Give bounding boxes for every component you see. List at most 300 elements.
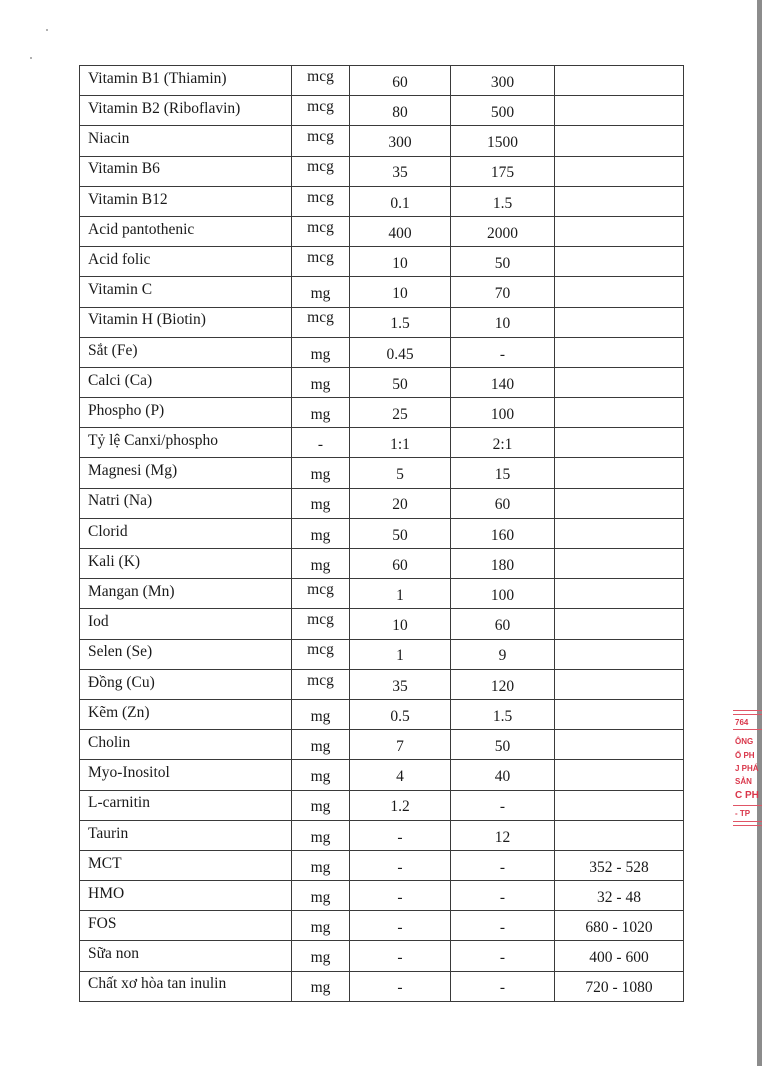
min-value-text: 0.45 <box>386 345 414 363</box>
max-value-text: 50 <box>494 254 511 272</box>
content-range-cell <box>555 126 684 156</box>
page-edge-shadow <box>757 0 762 1066</box>
max-value-text: - <box>499 798 506 816</box>
nutrient-name-text: Clorid <box>88 522 128 540</box>
min-value-text: - <box>397 888 403 906</box>
min-value-text: 20 <box>392 496 408 514</box>
nutrient-name-cell <box>80 398 292 428</box>
max-value-text: 140 <box>490 375 515 393</box>
max-value-cell <box>451 760 555 790</box>
nutrient-name-cell <box>80 518 292 548</box>
min-value-text: 1:1 <box>390 436 410 454</box>
unit-text: mg <box>310 858 331 876</box>
content-range-cell <box>555 458 684 488</box>
min-value-text: 35 <box>392 164 408 182</box>
nutrient-name-text: Iod <box>88 613 109 631</box>
max-value-text: 100 <box>490 587 515 605</box>
content-range-cell <box>555 911 684 941</box>
scan-speck <box>46 29 48 31</box>
table-row <box>80 639 684 669</box>
min-value-cell <box>350 911 451 941</box>
nutrient-name-text: Vitamin B6 <box>88 160 160 178</box>
content-range-cell <box>555 337 684 367</box>
content-range-cell <box>555 518 684 548</box>
stamp-text: J PHÁ <box>735 764 759 773</box>
nutrient-name-cell <box>80 549 292 579</box>
unit-cell <box>292 850 350 880</box>
nutrient-name-cell <box>80 96 292 126</box>
max-value-text: - <box>499 919 506 937</box>
nutrient-name-text: Phospho (P) <box>88 401 165 419</box>
nutrient-name-cell <box>80 367 292 397</box>
unit-text: mg <box>310 888 331 906</box>
min-value-cell <box>350 66 451 96</box>
min-value-cell <box>350 367 451 397</box>
nutrient-name-text: Đồng (Cu) <box>88 673 155 691</box>
min-value-text: - <box>397 828 403 846</box>
max-value-text: 1500 <box>487 134 518 152</box>
table-row <box>80 881 684 911</box>
max-value-cell <box>451 156 555 186</box>
unit-cell <box>292 428 350 458</box>
max-value-text: 160 <box>490 526 515 544</box>
max-value-cell <box>451 428 555 458</box>
table-row <box>80 66 684 96</box>
unit-cell <box>292 579 350 609</box>
table-row <box>80 549 684 579</box>
table-row <box>80 337 684 367</box>
content-range-cell <box>555 186 684 216</box>
unit-text: mcg <box>307 98 334 116</box>
nutrient-name-text: HMO <box>88 884 125 902</box>
min-value-cell <box>350 337 451 367</box>
content-range-cell <box>555 639 684 669</box>
table-row <box>80 669 684 699</box>
unit-cell <box>292 971 350 1001</box>
min-value-text: 25 <box>392 405 408 423</box>
nutrient-name-text: MCT <box>88 854 122 872</box>
unit-text: mcg <box>307 218 334 236</box>
table-row <box>80 398 684 428</box>
max-value-text: 2:1 <box>492 436 513 454</box>
min-value-cell <box>350 247 451 277</box>
content-range-cell <box>555 307 684 337</box>
unit-cell <box>292 518 350 548</box>
content-range-cell <box>555 790 684 820</box>
unit-cell <box>292 609 350 639</box>
min-value-text: - <box>397 919 403 937</box>
min-value-cell <box>350 881 451 911</box>
content-range-text: 720 - 1080 <box>585 979 653 997</box>
nutrient-name-cell <box>80 579 292 609</box>
table-row <box>80 941 684 971</box>
nutrient-name-text: Selen (Se) <box>88 643 153 661</box>
min-value-text: - <box>397 858 403 876</box>
nutrient-name-cell <box>80 609 292 639</box>
unit-text: mg <box>310 737 331 755</box>
table-row <box>80 850 684 880</box>
min-value-cell <box>350 730 451 760</box>
max-value-cell <box>451 730 555 760</box>
max-value-cell <box>451 307 555 337</box>
nutrient-name-text: Kali (K) <box>88 552 141 570</box>
stamp-text: SẢN <box>735 777 752 786</box>
table-row <box>80 367 684 397</box>
unit-cell <box>292 247 350 277</box>
max-value-cell <box>451 66 555 96</box>
min-value-text: 1.5 <box>390 315 410 333</box>
unit-cell <box>292 337 350 367</box>
unit-text: mg <box>310 949 331 967</box>
max-value-text: 100 <box>490 405 515 423</box>
min-value-text: - <box>397 949 403 967</box>
content-range-cell <box>555 156 684 186</box>
unit-cell <box>292 307 350 337</box>
unit-cell <box>292 367 350 397</box>
table-row <box>80 518 684 548</box>
max-value-cell <box>451 367 555 397</box>
min-value-cell <box>350 941 451 971</box>
min-value-text: 10 <box>392 617 408 635</box>
min-value-cell <box>350 669 451 699</box>
max-value-cell <box>451 216 555 246</box>
min-value-text: 300 <box>388 134 412 152</box>
content-range-cell <box>555 850 684 880</box>
nutrient-name-cell <box>80 488 292 518</box>
unit-text: mcg <box>307 158 334 176</box>
min-value-text: 10 <box>392 285 408 303</box>
unit-cell <box>292 549 350 579</box>
table-row <box>80 911 684 941</box>
min-value-text: 0.1 <box>390 194 410 212</box>
unit-text: mcg <box>307 641 334 659</box>
nutrient-name-cell <box>80 790 292 820</box>
content-range-text: 680 - 1020 <box>585 919 653 937</box>
nutrient-name-cell <box>80 186 292 216</box>
min-value-cell <box>350 96 451 126</box>
unit-cell <box>292 488 350 518</box>
content-range-cell <box>555 760 684 790</box>
max-value-cell <box>451 186 555 216</box>
unit-cell <box>292 790 350 820</box>
max-value-cell <box>451 579 555 609</box>
max-value-text: - <box>499 345 506 363</box>
nutrient-name-text: FOS <box>88 915 117 933</box>
min-value-cell <box>350 307 451 337</box>
min-value-cell <box>350 760 451 790</box>
max-value-cell <box>451 881 555 911</box>
nutrient-name-text: Niacin <box>88 130 130 148</box>
min-value-cell <box>350 549 451 579</box>
min-value-text: 1 <box>396 587 404 605</box>
min-value-text: 50 <box>392 526 408 544</box>
nutrient-name-text: Cholin <box>88 733 131 751</box>
unit-text: mg <box>310 556 331 574</box>
max-value-text: 15 <box>494 466 511 484</box>
unit-text: mg <box>310 405 331 423</box>
table-row <box>80 730 684 760</box>
nutrient-name-text: Vitamin C <box>88 281 153 299</box>
nutrient-name-cell <box>80 730 292 760</box>
table-row <box>80 428 684 458</box>
max-value-cell <box>451 941 555 971</box>
table-row <box>80 699 684 729</box>
unit-text: mg <box>310 828 331 846</box>
nutrition-table <box>79 65 684 1002</box>
max-value-cell <box>451 669 555 699</box>
unit-cell <box>292 669 350 699</box>
table-row <box>80 247 684 277</box>
max-value-text: 12 <box>494 828 511 846</box>
unit-text: mcg <box>307 67 334 85</box>
unit-cell <box>292 126 350 156</box>
nutrient-name-cell <box>80 277 292 307</box>
max-value-text: 9 <box>498 647 507 665</box>
table-row <box>80 277 684 307</box>
unit-text: mg <box>310 375 331 393</box>
unit-cell <box>292 216 350 246</box>
unit-text: mg <box>310 496 331 514</box>
table-row <box>80 820 684 850</box>
nutrient-name-text: L-carnitin <box>88 794 150 812</box>
content-range-cell <box>555 971 684 1001</box>
nutrient-name-cell <box>80 126 292 156</box>
min-value-cell <box>350 126 451 156</box>
nutrient-name-cell <box>80 428 292 458</box>
nutrient-name-cell <box>80 307 292 337</box>
content-range-cell <box>555 367 684 397</box>
unit-cell <box>292 820 350 850</box>
max-value-text: 175 <box>490 164 515 182</box>
max-value-text: - <box>499 888 506 906</box>
max-value-text: 60 <box>494 617 511 635</box>
unit-text: mcg <box>307 128 334 146</box>
min-value-cell <box>350 971 451 1001</box>
min-value-cell <box>350 488 451 518</box>
min-value-cell <box>350 820 451 850</box>
min-value-cell <box>350 398 451 428</box>
unit-text: mcg <box>307 309 334 327</box>
max-value-text: - <box>499 858 506 876</box>
nutrient-name-cell <box>80 850 292 880</box>
table-row <box>80 458 684 488</box>
nutrient-name-cell <box>80 66 292 96</box>
content-range-cell <box>555 66 684 96</box>
unit-cell <box>292 398 350 428</box>
nutrient-name-cell <box>80 699 292 729</box>
min-value-cell <box>350 428 451 458</box>
stamp-text: 764 <box>735 718 749 727</box>
min-value-cell <box>350 699 451 729</box>
min-value-text: 60 <box>392 556 408 574</box>
max-value-text: 1.5 <box>492 707 513 725</box>
unit-text: mg <box>310 466 331 484</box>
unit-cell <box>292 458 350 488</box>
nutrient-name-text: Natri (Na) <box>88 492 153 510</box>
nutrient-name-cell <box>80 881 292 911</box>
min-value-text: 1.2 <box>390 798 410 816</box>
max-value-cell <box>451 277 555 307</box>
unit-text: mg <box>310 345 331 363</box>
content-range-cell <box>555 549 684 579</box>
content-range-cell <box>555 247 684 277</box>
unit-cell <box>292 639 350 669</box>
max-value-cell <box>451 609 555 639</box>
unit-cell <box>292 699 350 729</box>
nutrient-name-cell <box>80 156 292 186</box>
table-row <box>80 156 684 186</box>
nutrient-name-cell <box>80 820 292 850</box>
nutrient-name-cell <box>80 337 292 367</box>
max-value-text: 1.5 <box>492 194 513 212</box>
content-range-cell <box>555 881 684 911</box>
nutrient-name-text: Sữa non <box>88 945 140 963</box>
max-value-text: 60 <box>494 496 511 514</box>
nutrient-name-cell <box>80 941 292 971</box>
min-value-cell <box>350 790 451 820</box>
min-value-text: - <box>397 979 403 997</box>
min-value-cell <box>350 458 451 488</box>
max-value-cell <box>451 337 555 367</box>
nutrient-name-text: Vitamin B12 <box>88 190 168 208</box>
table-row <box>80 971 684 1001</box>
max-value-cell <box>451 639 555 669</box>
table-row <box>80 760 684 790</box>
nutrient-name-text: Tỷ lệ Canxi/phospho <box>88 432 219 450</box>
nutrient-name-cell <box>80 760 292 790</box>
max-value-cell <box>451 549 555 579</box>
min-value-cell <box>350 609 451 639</box>
unit-text: mcg <box>307 188 334 206</box>
table-row <box>80 307 684 337</box>
min-value-text: 4 <box>396 768 404 786</box>
unit-text: mcg <box>307 611 334 629</box>
nutrient-name-cell <box>80 458 292 488</box>
max-value-cell <box>451 820 555 850</box>
nutrient-name-text: Calci (Ca) <box>88 371 153 389</box>
content-range-text: 400 - 600 <box>589 949 649 967</box>
max-value-text: 70 <box>494 285 511 303</box>
table-row <box>80 790 684 820</box>
unit-text: mg <box>310 768 331 786</box>
unit-text: mcg <box>307 248 334 266</box>
max-value-cell <box>451 247 555 277</box>
stamp-text: C PH <box>735 790 759 801</box>
min-value-cell <box>350 579 451 609</box>
unit-text: mg <box>310 798 331 816</box>
max-value-text: 120 <box>490 677 515 695</box>
max-value-text: - <box>499 979 506 997</box>
unit-cell <box>292 66 350 96</box>
unit-text: mg <box>310 979 331 997</box>
unit-cell <box>292 760 350 790</box>
content-range-cell <box>555 428 684 458</box>
table-row <box>80 216 684 246</box>
unit-text: mg <box>310 285 331 303</box>
max-value-text: 10 <box>494 315 511 333</box>
content-range-cell <box>555 398 684 428</box>
max-value-text: 500 <box>490 104 515 122</box>
min-value-text: 50 <box>392 375 408 393</box>
stamp-text: - TP <box>735 809 751 818</box>
nutrient-name-text: Magnesi (Mg) <box>88 462 178 480</box>
min-value-cell <box>350 277 451 307</box>
min-value-text: 60 <box>392 73 408 91</box>
unit-cell <box>292 941 350 971</box>
table-row <box>80 126 684 156</box>
nutrient-name-cell <box>80 971 292 1001</box>
max-value-cell <box>451 790 555 820</box>
nutrient-name-cell <box>80 247 292 277</box>
max-value-cell <box>451 488 555 518</box>
min-value-cell <box>350 156 451 186</box>
nutrient-name-text: Chất xơ hòa tan inulin <box>88 975 227 993</box>
nutrient-name-text: Vitamin B2 (Riboflavin) <box>88 100 241 118</box>
max-value-cell <box>451 518 555 548</box>
min-value-cell <box>350 850 451 880</box>
table-row <box>80 96 684 126</box>
content-range-cell <box>555 730 684 760</box>
min-value-text: 35 <box>392 677 408 695</box>
content-range-text: 352 - 528 <box>589 858 649 876</box>
nutrient-name-cell <box>80 911 292 941</box>
min-value-text: 1 <box>396 647 404 665</box>
min-value-text: 0.5 <box>390 707 410 725</box>
max-value-text: 50 <box>494 737 511 755</box>
max-value-text: 180 <box>490 556 515 574</box>
unit-text: - <box>317 436 324 454</box>
min-value-text: 400 <box>388 224 412 242</box>
content-range-cell <box>555 609 684 639</box>
max-value-cell <box>451 971 555 1001</box>
content-range-cell <box>555 96 684 126</box>
unit-text: mg <box>310 919 331 937</box>
stamp-text: ÔNG <box>735 737 754 746</box>
min-value-text: 5 <box>396 466 404 484</box>
scan-speck <box>30 57 32 59</box>
content-range-cell <box>555 669 684 699</box>
max-value-cell <box>451 850 555 880</box>
nutrient-name-text: Acid folic <box>88 250 151 268</box>
max-value-cell <box>451 96 555 126</box>
nutrient-name-text: Mangan (Mn) <box>88 583 175 601</box>
content-range-cell <box>555 941 684 971</box>
content-range-cell <box>555 216 684 246</box>
unit-text: mg <box>310 526 331 544</box>
min-value-text: 7 <box>396 737 404 755</box>
nutrient-name-text: Sắt (Fe) <box>88 341 138 359</box>
max-value-cell <box>451 458 555 488</box>
nutrition-table-body <box>80 66 684 1002</box>
min-value-cell <box>350 639 451 669</box>
nutrient-name-text: Myo-Inositol <box>88 764 170 782</box>
table-row <box>80 488 684 518</box>
content-range-text: 32 - 48 <box>597 888 641 906</box>
unit-cell <box>292 186 350 216</box>
nutrient-name-text: Vitamin H (Biotin) <box>88 311 206 329</box>
max-value-text: 40 <box>494 768 511 786</box>
table-row <box>80 186 684 216</box>
min-value-text: 80 <box>392 104 408 122</box>
nutrient-name-text: Kẽm (Zn) <box>88 703 150 721</box>
max-value-cell <box>451 398 555 428</box>
nutrient-name-cell <box>80 216 292 246</box>
max-value-cell <box>451 126 555 156</box>
max-value-cell <box>451 699 555 729</box>
unit-cell <box>292 156 350 186</box>
min-value-cell <box>350 216 451 246</box>
min-value-cell <box>350 186 451 216</box>
